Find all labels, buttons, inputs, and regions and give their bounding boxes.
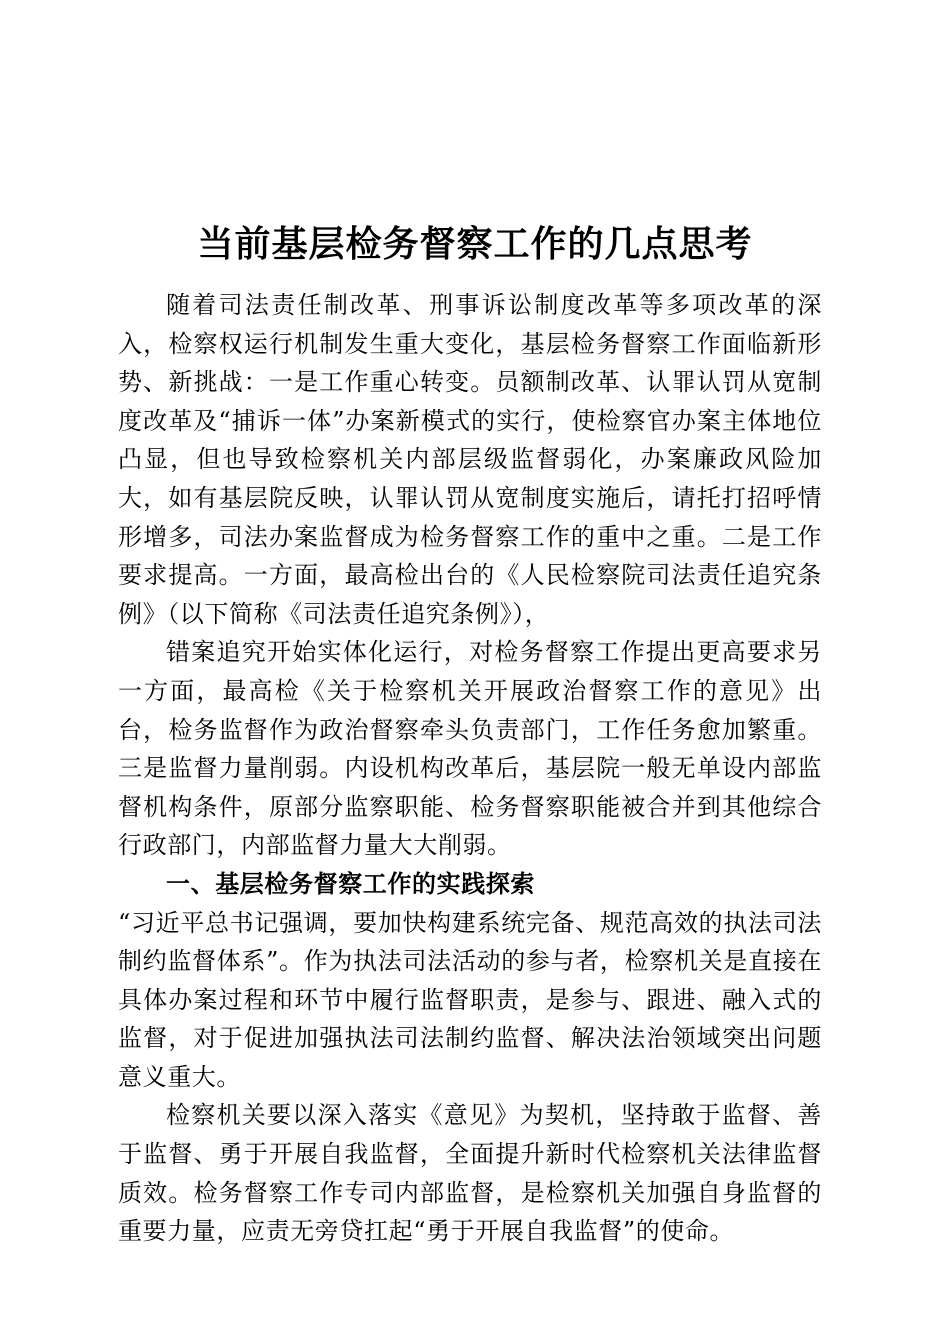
intro-paragraph-1: 随着司法责任制改革、刑事诉讼制度改革等多项改革的深入，检察权运行机制发生重大变化，基层检务督察工作面临新形势、新挑战：一是工作重心转变。员额制改革、认罪认罚从宽制度改革及“捕诉一体”办案新模式的实行，使检察官办案主体地位凸显，但也导致检察机关内部层级监督弱化，办案廉政风险加大，如有基层院反映，认罪认罚从宽制度实施后，请托打招呼情形增多，司法办案监督成为检务督察工作的重中之重。二是工作要求提高。一方面，最高检出台的《人民检察院司法责任追究条例》（以下简称《司法责任追究条例》）， [118, 291, 822, 628]
document-body [118, 286, 822, 1251]
section-paragraph-1: “习近平总书记强调，要加快构建系统完备、规范高效的执法司法制约监督体系”。作为执法司法活动的参与者，检察机关是直接在具体办案过程和环节中履行监督职责，是参与、跟进、融入式的监督，对于促进加强执法司法制约监督、解决法治领域突出问题意义重大。 [118, 908, 822, 1091]
intro-paragraph-2: 错案追究开始实体化运行，对检务督察工作提出更高要求另一方面，最高检《关于检察机关开展政治督察工作的意见》出台，检务监督作为政治督察牵头负责部门，工作任务愈加繁重。三是监督力量削弱。内设机构改革后，基层院一般无单设内部监督机构条件，原部分监察职能、检务督察职能被合并到其他综合行政部门，内部监督力量大大削弱。 [118, 638, 822, 860]
section-heading: 一、基层检务督察工作的实践探索 [166, 869, 535, 898]
document-title: 当前基层检务督察工作的几点思考 [197, 223, 753, 266]
section-paragraph-2: 检察机关要以深入落实《意见》为契机，坚持敢于监督、善于监督、勇于开展自我监督，全面提升新时代检察机关法律监督质效。检务督察工作专司内部监督，是检察机关加强自身监督的重要力量，应责无旁贷扛起“勇于开展自我监督”的使命。 [118, 1101, 822, 1246]
